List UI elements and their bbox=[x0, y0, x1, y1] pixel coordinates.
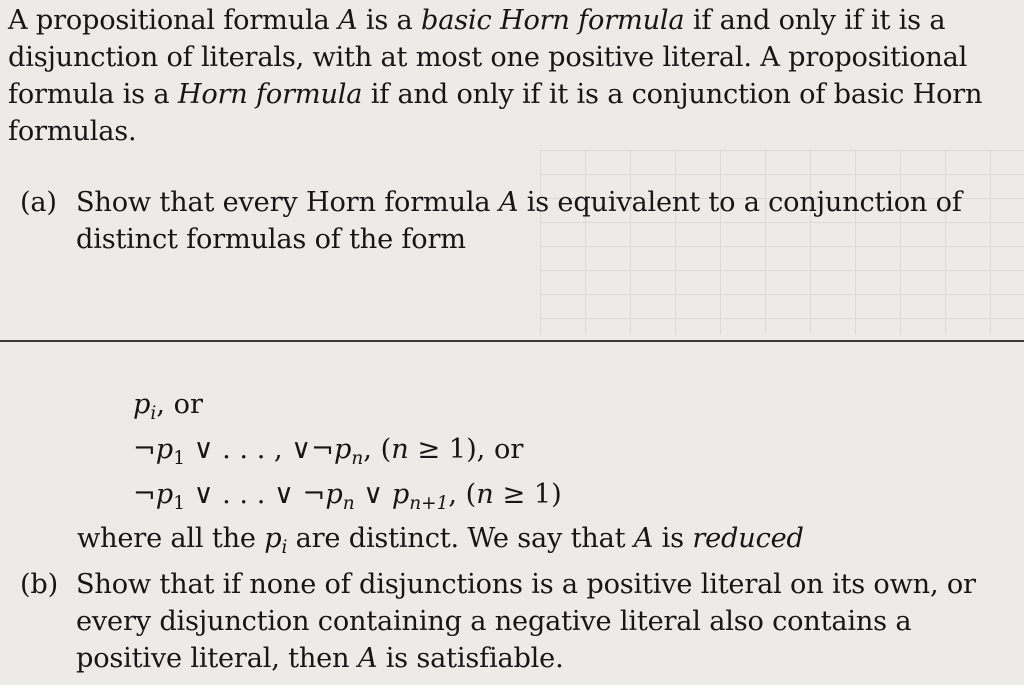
part-a-text bbox=[76, 184, 1018, 258]
formula-subscript: n bbox=[342, 492, 355, 514]
part-b bbox=[20, 566, 1020, 674]
defined-term: reduced bbox=[692, 523, 804, 554]
formula-subscript: n+1 bbox=[409, 492, 449, 514]
intro-text: if and only if it is a disjunction of literals, with at most one positive literal. A propositional formula is a bbox=[8, 5, 968, 110]
formula-variable: p bbox=[333, 434, 352, 465]
formula-variable: A bbox=[498, 187, 519, 218]
formula-variable: p bbox=[155, 434, 174, 465]
formula-text: , ( bbox=[448, 479, 477, 510]
formula-variable: n bbox=[391, 434, 409, 465]
formula-line bbox=[133, 472, 562, 517]
part-marker: (a) bbox=[20, 187, 57, 218]
definition-text: are distinct. We say that bbox=[287, 523, 634, 554]
formula-variable: A bbox=[633, 523, 654, 554]
formula-text: ∨ . . . ∨ ¬ bbox=[184, 479, 326, 510]
formula-subscript: n bbox=[351, 447, 364, 469]
part-a bbox=[20, 184, 1020, 255]
formula-list bbox=[133, 382, 562, 517]
formula-variable: p bbox=[133, 389, 151, 420]
part-text: Show that if none of disjunctions is a positive literal on its own, or every disjunction containing a negative literal also contains a positive literal, then bbox=[76, 569, 976, 674]
formula-variable: p bbox=[155, 479, 174, 510]
part-text: is satisfiable. bbox=[377, 643, 564, 674]
formula-line bbox=[133, 382, 562, 427]
formula-variable: n bbox=[476, 479, 494, 510]
formula-variable: p bbox=[391, 479, 410, 510]
intro-text: if and only if it is a conjunction of basic Horn formulas. bbox=[8, 79, 983, 147]
part-text: Show that every Horn formula bbox=[76, 187, 499, 218]
definition-text: where all the bbox=[77, 523, 265, 554]
formula-text: ≥ 1) bbox=[493, 479, 562, 510]
negation-symbol: ¬ bbox=[133, 479, 156, 510]
formula-text: , ( bbox=[363, 434, 392, 465]
formula-subscript: 1 bbox=[173, 492, 185, 514]
formula-variable: A bbox=[337, 5, 358, 36]
formula-text: , or bbox=[156, 389, 203, 420]
formula-variable: p bbox=[264, 523, 282, 554]
formula-subscript: i bbox=[281, 536, 288, 558]
intro-text: A propositional formula bbox=[8, 5, 338, 36]
part-marker: (b) bbox=[20, 569, 59, 600]
part-b-text bbox=[76, 566, 1018, 677]
formula-text: ∨ . . . , ∨¬ bbox=[184, 434, 334, 465]
defined-term: Horn formula bbox=[177, 79, 363, 110]
formula-variable: p bbox=[325, 479, 343, 510]
formula-line bbox=[133, 427, 562, 472]
formula-text: ≥ 1), or bbox=[408, 434, 524, 465]
page-divider bbox=[0, 340, 1024, 342]
part-text: is equivalent to a conjunction of distinct formulas of the form bbox=[76, 187, 962, 255]
formula-variable: A bbox=[357, 643, 378, 674]
definition-text: is bbox=[653, 523, 693, 554]
intro-paragraph bbox=[8, 2, 1018, 150]
intro-text: is a bbox=[357, 5, 422, 36]
formula-subscript: 1 bbox=[173, 447, 185, 469]
formula-subscript: i bbox=[150, 402, 157, 424]
defined-term: basic Horn formula bbox=[421, 5, 685, 36]
formula-text: ∨ bbox=[354, 479, 392, 510]
negation-symbol: ¬ bbox=[133, 434, 156, 465]
reduced-definition bbox=[77, 520, 804, 557]
